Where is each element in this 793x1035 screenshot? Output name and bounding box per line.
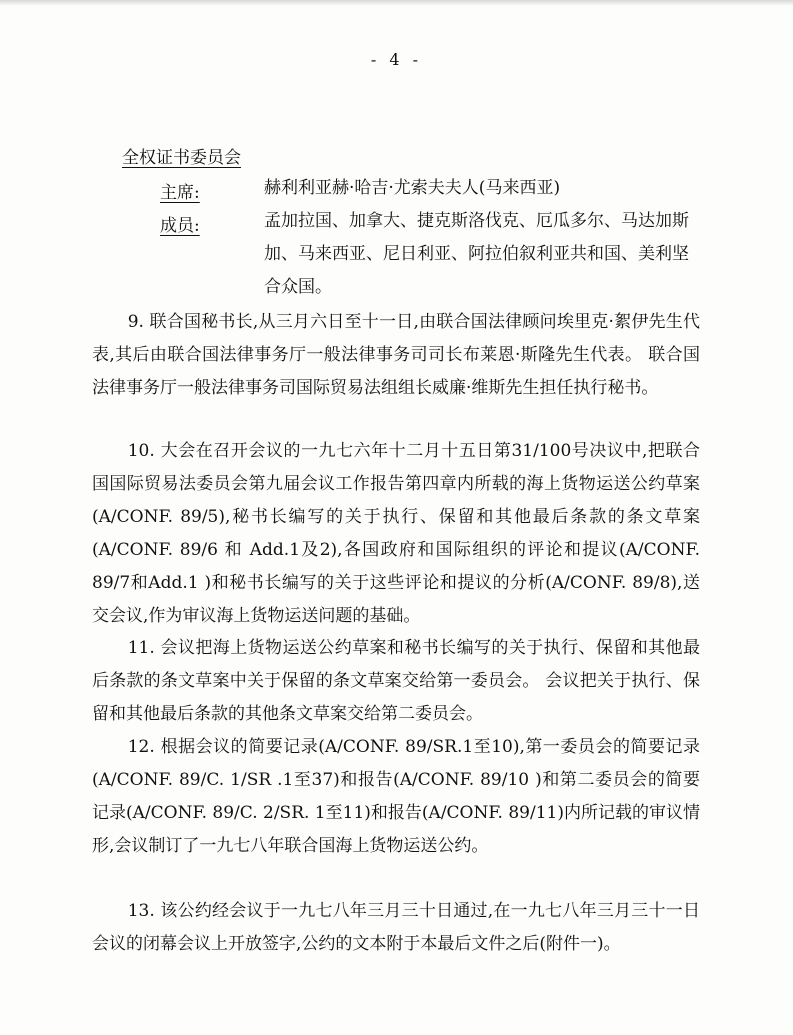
committee-heading: 全权证书委员会 <box>122 148 241 168</box>
chair-label: 主席: <box>160 183 200 203</box>
paragraph-13: 13. 该公约经会议于一九七八年三月三十日通过,在一九七八年三月三十一日会议的闭幕会议上开放签字,公约的文本附于本最后文件之后(附件一)。 <box>92 901 700 954</box>
paragraph-10: 10. 大会在召开会议的一九七六年十二月十五日第31/100号决议中,把联合国国际贸易法委员会第九届会议工作报告第四章内所载的海上货物运送公约草案(A/CONF. 89/5),秘书长编写的关于执行、保留和其他最后条款的条文草案(A/CONF. 89/6 和 Add.1及2),各国政府和国际组织的评论和提议(A/CONF. 89/7和Add.1 )和秘书长编写的关于这些评论和提议的分析(A/CONF. 89/8),送交会议,作为审议海上货物运送问题的基础。 <box>92 441 700 626</box>
paragraph-12: 12. 根据会议的简要记录(A/CONF. 89/SR.1至10),第一委员会的简要记录(A/CONF. 89/C. 1/SR .1至37)和报告(A/CONF. 89/10 )和第二委员会的简要记录(A/CONF. 89/C. 2/SR. 1至11)和报告(A/CONF. 89/11)内所记载的审议情形,会议制订了一九七八年联合国海上货物运送公约。 <box>92 737 700 856</box>
paragraph-11: 11. 会议把海上货物运送公约草案和秘书长编写的关于执行、保留和其他最后条款的条文草案中关于保留的条文草案交给第一委员会。 会议把关于执行、保留和其他最后条款的其他条文草案交给第二委员会。 <box>92 638 700 724</box>
chair-value: 赫利利亚赫·哈吉·尤索夫夫人(马来西亚) <box>264 178 561 198</box>
page-number: - 4 - <box>370 50 423 69</box>
paragraph-9: 9. 联合国秘书长,从三月六日至十一日,由联合国法律顾问埃里克·絮伊先生代表,其后由联合国法律事务厅一般法律事务司司长布莱恩·斯隆先生代表。 联合国法律事务厅一般法律事务司国际贸易法组组长威廉·维斯先生担任执行秘书。 <box>92 312 700 398</box>
members-label: 成员: <box>160 216 200 236</box>
scan-top-edge <box>0 0 793 6</box>
members-value: 孟加拉国、加拿大、捷克斯洛伐克、厄瓜多尔、马达加斯加、马来西亚、尼日利亚、阿拉伯叙利亚共和国、美利坚合众国。 <box>264 211 689 297</box>
